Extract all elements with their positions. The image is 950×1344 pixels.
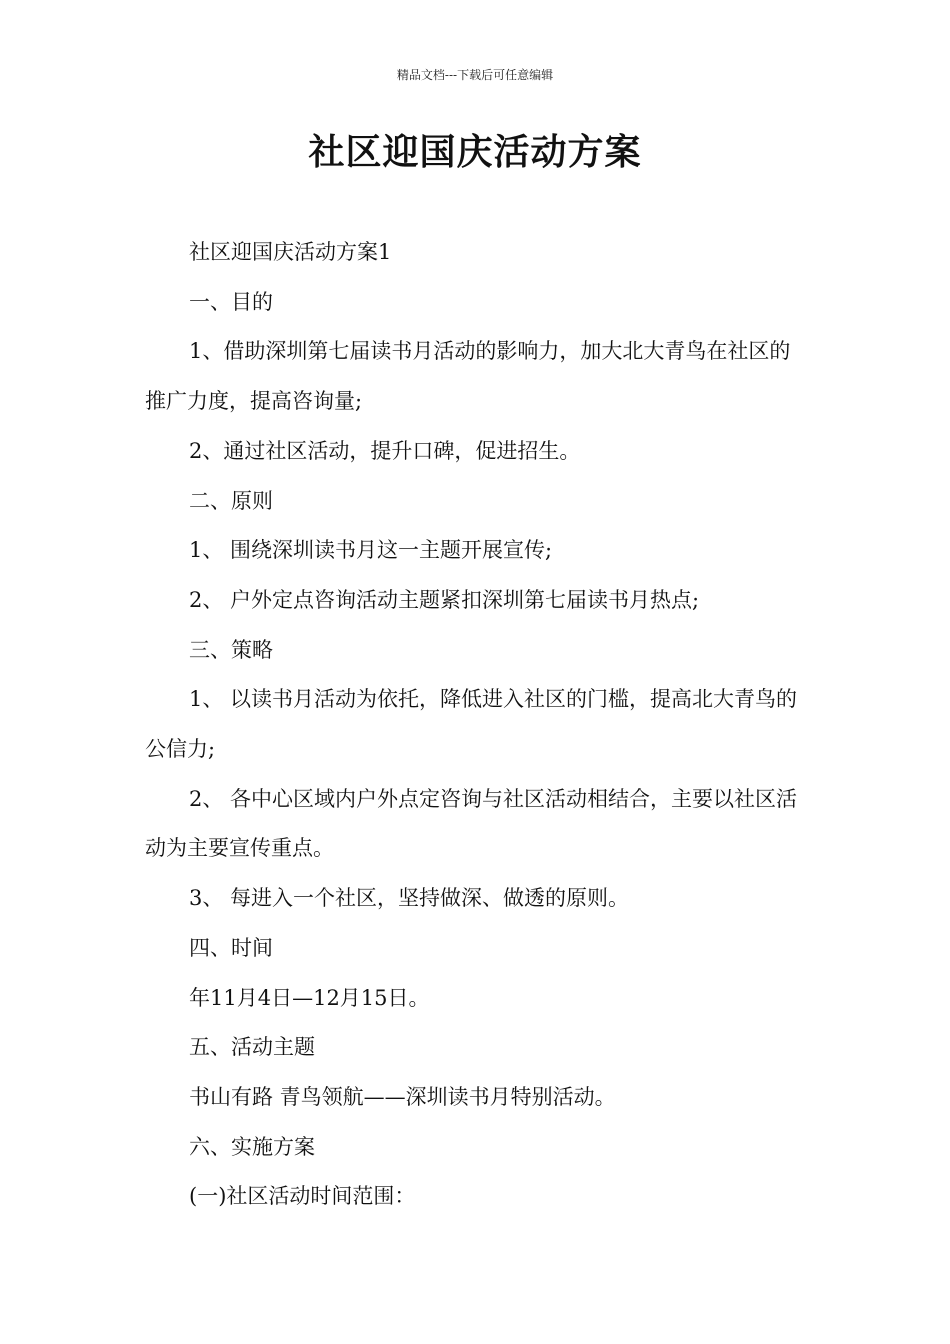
- paragraph: 1、 围绕深圳读书月这一主题开展宣传;: [189, 538, 553, 563]
- document-body: [145, 228, 810, 1222]
- section-heading: 五、活动主题: [189, 1035, 315, 1060]
- section-heading: 六、实施方案: [189, 1134, 315, 1159]
- paragraph: (一)社区活动时间范围：: [189, 1184, 416, 1209]
- paragraph: 2、通过社区活动，提升口碑，促进招生。: [189, 438, 581, 463]
- paragraph: 年11月4日—12月15日。: [189, 985, 430, 1010]
- section-heading: 一、目的: [189, 289, 273, 314]
- paragraph: 3、 每进入一个社区，坚持做深、做透的原则。: [189, 886, 630, 911]
- paragraph: 社区迎国庆活动方案1: [189, 240, 392, 264]
- section-heading: 四、时间: [189, 935, 273, 960]
- paragraph: 书山有路 青鸟领航——深圳读书月特别活动。: [189, 1084, 616, 1109]
- paragraph: 2、 各中心区域内户外点定咨询与社区活动相结合，主要以社区活动为主要宣传重点。: [145, 786, 798, 861]
- page-header: 精品文档---下载后可任意编辑: [396, 68, 554, 82]
- document-title: 社区迎国庆活动方案: [308, 132, 642, 173]
- section-heading: 二、原则: [189, 488, 273, 513]
- paragraph: 1、 以读书月活动为依托，降低进入社区的门槛，提高北大青鸟的公信力;: [145, 687, 798, 762]
- section-heading: 三、策略: [189, 637, 273, 662]
- paragraph: 2、 户外定点咨询活动主题紧扣深圳第七届读书月热点;: [189, 587, 700, 612]
- paragraph: 1、借助深圳第七届读书月活动的影响力，加大北大青鸟在社区的推广力度，提高咨询量;: [145, 339, 791, 414]
